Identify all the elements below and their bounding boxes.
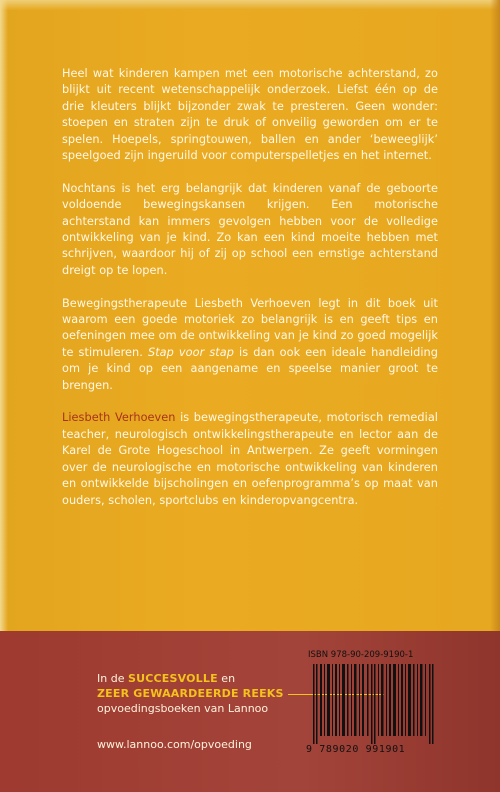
blurb-paragraph-3-tail: is dan ook een ideale handleiding om je kind op een aangename en speelse manier groot te brengen. [62,345,438,392]
author-name: Liesbeth Verhoeven [62,411,176,425]
author-bio [62,410,438,508]
blurb-paragraph-2: Nochtans is het erg belangrijk dat kinderen vanaf de geboorte voldoende bewegingskansen krijgen. Een motorische achterstand kan immers gevolgen hebben voor de volledige ontwikkeling van je kind. Zo kan een kind moeite hebben met schrijven, waardoor hij of zij op school een ernstige achterstand dreigt op te lopen. [62,181,438,277]
series-highlight-1: SUCCESVOLLE [127,672,218,685]
publisher-url[interactable]: www.lannoo.com/opvoeding [97,738,252,751]
barcode-number: 9 789020 991901 [306,744,406,755]
blurb-text [62,66,438,525]
blurb-paragraph-1: Heel wat kinderen kampen met een motorische achterstand, zo blijkt uit recent wetenschappelijk onderzoek. Liefst één op de drie kleuters blijkt bijzonder zwak te presteren. Geen wonder: stoepen en straten zijn te druk of onveilig geworden om er te spelen. Hoepels, springtouwen, ballen en ander ‘beweeglijk’ speelgoed zijn ingeruild voor computerspelletjes en het internet. [62,67,438,163]
barcode-icon [313,664,435,744]
blurb-paragraph-3-text: Bewegingstherapeute Liesbeth Verhoeven legt in dit boek uit waarom een goede motoriek zo belangrijk is en geeft tips en oefeningen mee om de ontwikkeling van je kind zo goed mogelijk te stimuleren. [62,296,438,359]
series-line-3: opvoedingsboeken van Lannoo [97,702,269,715]
cover-edge-top [0,0,500,10]
isbn-label: ISBN 978-90-209-9190-1 [308,650,414,660]
series-mid: en [217,672,236,685]
series-highlight-2: ZEER GEWAARDEERDE REEKS [97,687,284,700]
author-bio-text: is bewegingstherapeute, motorisch remedial teacher, neurologisch ontwikkelingstherapeute en lector aan de Karel de Grote Hogeschool in Antwerpen. Ze geeft vormingen over de neurologische en motorische ontwikkeling van kinderen en ontwikkelde bijscholingen en oefenprogramma’s op maat van ouders, scholen, sportclubs en kinderopvangcentra. [62,411,438,507]
series-prefix: In de [97,672,128,685]
book-title-inline: Stap voor stap [147,345,234,359]
blurb-paragraph-3 [62,296,438,394]
